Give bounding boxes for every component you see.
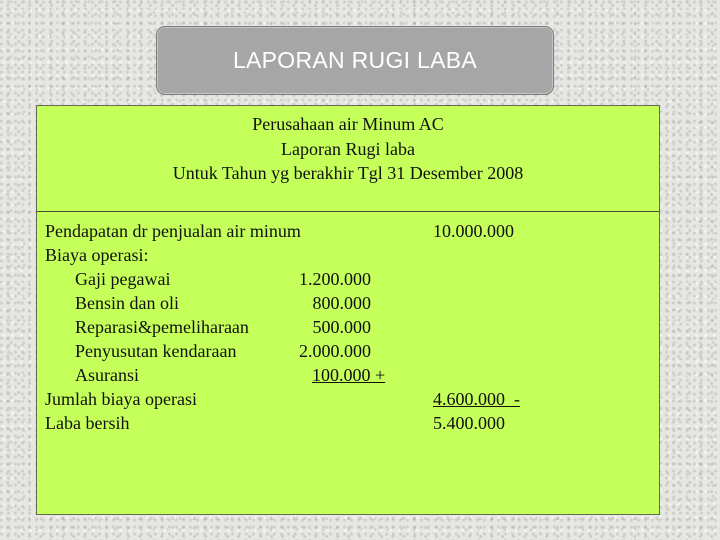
revenue-label: Pendapatan dr penjualan air minum xyxy=(45,221,301,241)
company-name: Perusahaan air Minum AC xyxy=(252,114,444,134)
slide-title: LAPORAN RUGI LABA xyxy=(232,47,478,73)
net-profit-label: Laba bersih xyxy=(45,413,130,433)
expense-item-amount: 500.000 xyxy=(312,317,371,337)
revenue-amount: 10.000.000 xyxy=(433,221,514,241)
expense-item-label: Gaji pegawai xyxy=(75,269,171,289)
income-statement-panel xyxy=(36,105,660,515)
expense-item-amount: 800.000 xyxy=(312,293,371,313)
expense-item-amount: 2.000.000 xyxy=(299,341,371,361)
expense-item-amount: 100.000 + xyxy=(312,365,386,385)
slide-title-box xyxy=(156,26,554,95)
expense-item-label: Bensin dan oli xyxy=(75,293,179,313)
expense-item-amount: 1.200.000 xyxy=(299,269,371,289)
expenses-heading: Biaya operasi: xyxy=(45,245,149,265)
expense-item-label: Reparasi&pemeliharaan xyxy=(75,317,249,337)
expense-item-label: Asuransi xyxy=(75,365,139,385)
expense-item-label: Penyusutan kendaraan xyxy=(75,341,237,361)
statement-header xyxy=(37,106,659,212)
total-expenses-amount: 4.600.000 - xyxy=(433,389,520,409)
total-expenses-label: Jumlah biaya operasi xyxy=(45,389,197,409)
statement-period: Untuk Tahun yg berakhir Tgl 31 Desember 2008 xyxy=(172,163,524,183)
net-profit-amount: 5.400.000 xyxy=(433,413,505,433)
statement-name: Laporan Rugi laba xyxy=(281,138,415,159)
